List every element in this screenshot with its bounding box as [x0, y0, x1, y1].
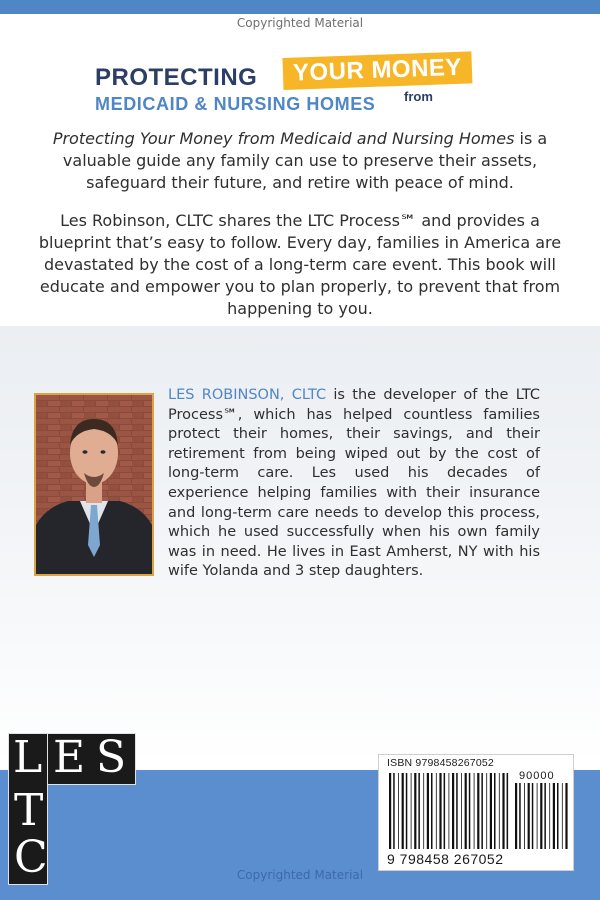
- barcode-addon-bars: [515, 783, 569, 849]
- book-blurb: [36, 128, 564, 336]
- barcode-addon-digits: 90000: [519, 770, 555, 782]
- author-portrait-illustration: [36, 395, 152, 574]
- isbn-barcode: [378, 754, 574, 871]
- title-from: from: [404, 89, 433, 104]
- blurb-paragraph-1: [36, 128, 564, 194]
- logo-letter-t: T: [14, 785, 44, 836]
- blurb-paragraph-2: Les Robinson, CLTC shares the LTC Process℠ and provides a blueprint that’s easy to follow. Every day, families in America are devastated by the cost of a long-term care event. This book will educate and empower you to plan properly, to prevent that from happening to you.: [38, 211, 562, 318]
- author-bio: [168, 386, 540, 582]
- logo-letter-e: E: [53, 732, 86, 783]
- copyright-watermark-bottom: Copyrighted Material: [236, 868, 364, 882]
- logo-letter-s: S: [96, 732, 127, 783]
- title-protecting: PROTECTING: [95, 64, 258, 91]
- top-color-band: [0, 0, 600, 14]
- logo-letter-c: C: [14, 832, 48, 883]
- author-bio-text: is the developer of the LTC Process℠, which has helped countless families protect their homes, their savings, and their retirement from being wiped out by the cost of long-term care. Les used his decades of experience helping families with their insurance and long-term care needs to develop this process, which he used successfully when his own family was in need. He lives in East Amherst, NY with his wife Yolanda and 3 step daughters.: [168, 387, 540, 580]
- blurb-paragraph-1-text: is a valuable guide any family can use to preserve their assets, safeguard their future, and retire with peace of mind.: [62, 129, 548, 192]
- title-medicaid-nursing-homes: MEDICAID & NURSING HOMES: [95, 94, 376, 114]
- book-title: [95, 53, 515, 120]
- logo-letter-l: L: [13, 732, 43, 783]
- blurb-book-title: Protecting Your Money from Medicaid and Nursing Homes: [52, 129, 515, 148]
- copyright-watermark-top: Copyrighted Material: [236, 16, 364, 30]
- barcode-digits: 9 798458 267052: [387, 851, 504, 867]
- les-ltc-logo: [8, 733, 136, 885]
- barcode-main-bars: [389, 773, 509, 849]
- title-your-money-highlight: YOUR MONEY: [282, 51, 472, 90]
- author-photo: [34, 393, 154, 576]
- author-name: LES ROBINSON, CLTC: [168, 387, 327, 403]
- isbn-label: ISBN 9798458267052: [387, 757, 494, 769]
